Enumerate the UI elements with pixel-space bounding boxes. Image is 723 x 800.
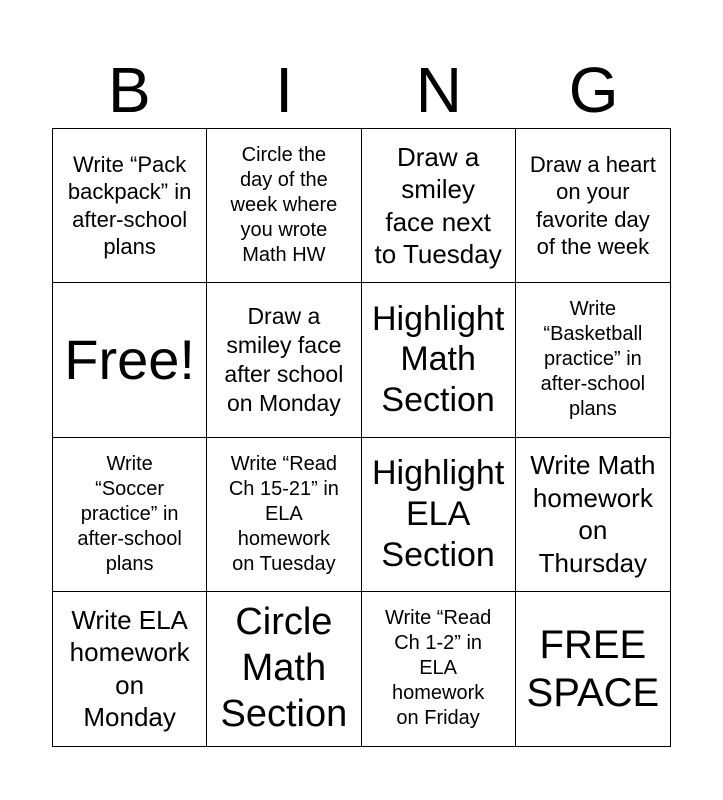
cell-text: Circle the day of the week where you wrote Math HW [230,144,338,267]
header-letter-b: B [108,54,151,126]
cell-text: Draw a smiley face next to Tuesday [374,141,502,270]
bingo-cell[interactable] [207,592,361,746]
bingo-grid [52,128,671,747]
cell-text: Circle Math Section [220,601,348,735]
cell-text: Draw a heart on your favorite day of the week [529,151,656,260]
bingo-header [52,52,671,128]
cell-text: Write “Basketball practice” in after-school plans [540,298,646,421]
bingo-cell[interactable] [53,592,207,746]
cell-text: FREE SPACE [526,622,660,715]
bingo-cell[interactable] [53,283,207,437]
cell-text: Draw a smiley face after school on Monday [224,303,344,416]
cell-text: Free! [64,328,195,392]
header-letter-i: I [275,54,294,126]
bingo-cell[interactable] [207,283,361,437]
cell-text: Highlight ELA Section [371,453,505,574]
cell-text: Write “Soccer practice” in after-school plans [77,452,182,575]
cell-text: Write ELA homework on Monday [69,604,190,733]
bingo-cell[interactable] [362,283,516,437]
bingo-cell[interactable] [362,592,516,746]
bingo-cell[interactable] [516,438,670,592]
header-letter-g: G [568,54,619,126]
bingo-cell[interactable] [362,129,516,283]
bingo-cell[interactable] [53,129,207,283]
cell-text: Write “Pack backpack” in after-school plans [67,151,192,260]
cell-text: Write “Read Ch 15-21” in ELA homework on Tuesday [228,452,339,575]
cell-text: Write Math homework on Thursday [530,450,656,578]
bingo-cell[interactable] [516,592,670,746]
bingo-cell[interactable] [516,283,670,437]
cell-text: Write “Read Ch 1-2” in ELA homework on Friday [384,607,492,730]
bingo-cell[interactable] [362,438,516,592]
bingo-cell[interactable] [207,129,361,283]
bingo-cell[interactable] [53,438,207,592]
header-letter-n: N [415,54,462,126]
bingo-cell[interactable] [516,129,670,283]
cell-text: Highlight Math Section [371,299,505,420]
bingo-cell[interactable] [207,438,361,592]
